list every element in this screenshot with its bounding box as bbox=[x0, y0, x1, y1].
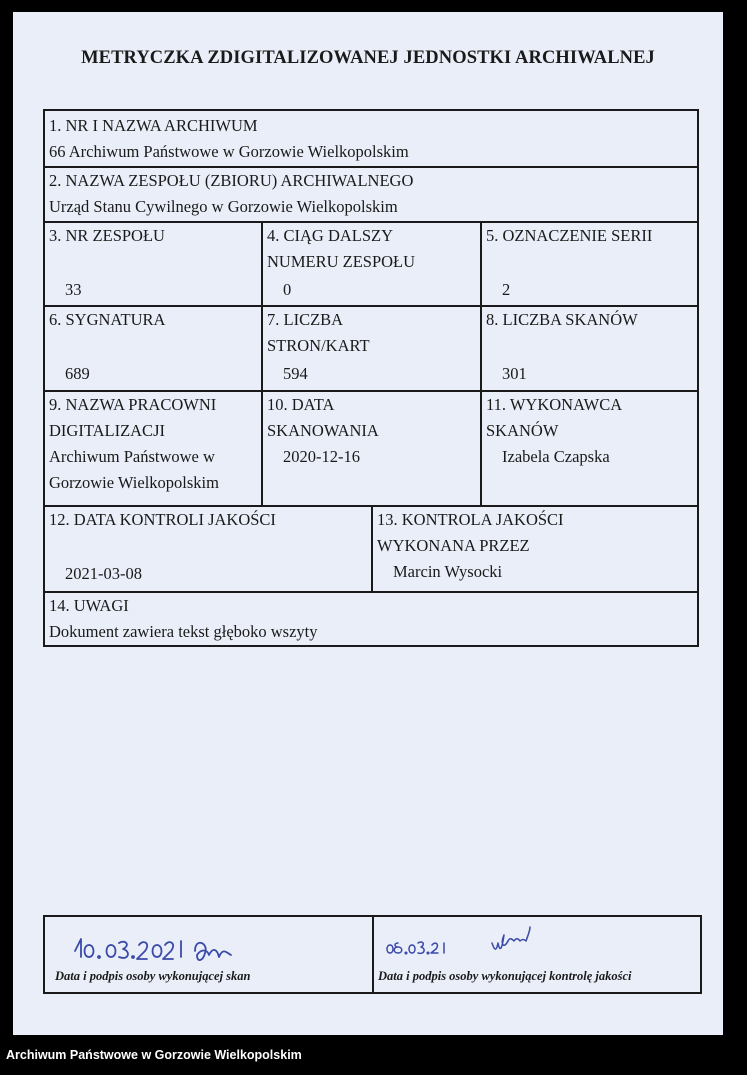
handwritten-date-signature bbox=[65, 921, 385, 967]
field-value: 2021-03-08 bbox=[65, 564, 142, 583]
document-title: METRYCZKA ZDIGITALIZOWANEJ JEDNOSTKI ARCHIWALNEJ bbox=[81, 48, 655, 68]
field-qc-by bbox=[373, 505, 697, 591]
field-qc-date bbox=[45, 505, 371, 591]
scan-signature-cell bbox=[45, 917, 370, 992]
field-label: 10. DATA SKANOWANIA bbox=[267, 395, 379, 440]
field-value: Urząd Stanu Cywilnego w Gorzowie Wielkopolskim bbox=[49, 197, 398, 216]
field-value: Dokument zawiera tekst głęboko wszyty bbox=[49, 622, 318, 641]
field-archive bbox=[45, 111, 697, 167]
signature-box bbox=[43, 915, 702, 994]
field-value: 594 bbox=[283, 364, 308, 383]
scan-signature-caption: Data i podpis osoby wykonującej skan bbox=[55, 969, 251, 983]
field-label: 7. LICZBA STRON/KART bbox=[267, 310, 370, 355]
field-label: 6. SYGNATURA bbox=[49, 310, 166, 329]
field-label: 12. DATA KONTROLI JAKOŚCI bbox=[49, 510, 276, 529]
field-signature bbox=[45, 305, 261, 390]
field-value: Marcin Wysocki bbox=[393, 562, 503, 581]
metadata-form-table bbox=[43, 109, 699, 647]
field-workshop bbox=[45, 390, 261, 505]
field-label: 3. NR ZESPOŁU bbox=[49, 226, 165, 245]
qc-signature-caption: Data i podpis osoby wykonującej kontrolę jakości bbox=[378, 969, 632, 983]
field-label: 4. CIĄG DALSZY NUMERU ZESPOŁU bbox=[267, 226, 416, 271]
archive-footer: Archiwum Państwowe w Gorzowie Wielkopolskim bbox=[6, 1048, 302, 1062]
field-scans bbox=[482, 305, 697, 390]
field-label: 5. OZNACZENIE SERII bbox=[486, 226, 653, 245]
field-label: 13. KONTROLA JAKOŚCI WYKONANA PRZEZ bbox=[377, 510, 564, 555]
field-pages bbox=[263, 305, 480, 390]
field-fonds-continuation bbox=[263, 221, 480, 305]
field-value: 689 bbox=[65, 364, 90, 383]
field-series bbox=[482, 221, 697, 305]
field-remarks bbox=[45, 591, 697, 647]
qc-signature-cell bbox=[374, 917, 700, 992]
handwritten-date-signature bbox=[374, 921, 674, 967]
field-value: 33 bbox=[65, 280, 82, 299]
field-label: 8. LICZBA SKANÓW bbox=[486, 310, 638, 329]
field-value: Izabela Czapska bbox=[502, 447, 610, 466]
field-label: 2. NAZWA ZESPOŁU (ZBIORU) ARCHIWALNEGO bbox=[49, 171, 414, 190]
field-scan-date bbox=[263, 390, 480, 505]
field-value: 0 bbox=[283, 280, 292, 299]
field-label: 9. NAZWA PRACOWNI DIGITALIZACJI bbox=[49, 395, 217, 440]
field-label: 14. UWAGI bbox=[49, 596, 129, 615]
field-scanner bbox=[482, 390, 697, 505]
field-fonds-name bbox=[45, 166, 697, 222]
field-value: 2020-12-16 bbox=[283, 447, 360, 466]
field-label: 11. WYKONAWCA SKANÓW bbox=[486, 395, 623, 440]
field-value: 2 bbox=[502, 280, 511, 299]
field-value: 66 Archiwum Państwowe w Gorzowie Wielkopolskim bbox=[49, 142, 409, 161]
field-value: Archiwum Państwowe w Gorzowie Wielkopolskim bbox=[49, 447, 219, 492]
field-fonds-no bbox=[45, 221, 261, 305]
archival-record-sheet bbox=[13, 12, 723, 1035]
field-value: 301 bbox=[502, 364, 527, 383]
field-label: 1. NR I NAZWA ARCHIWUM bbox=[49, 116, 258, 135]
